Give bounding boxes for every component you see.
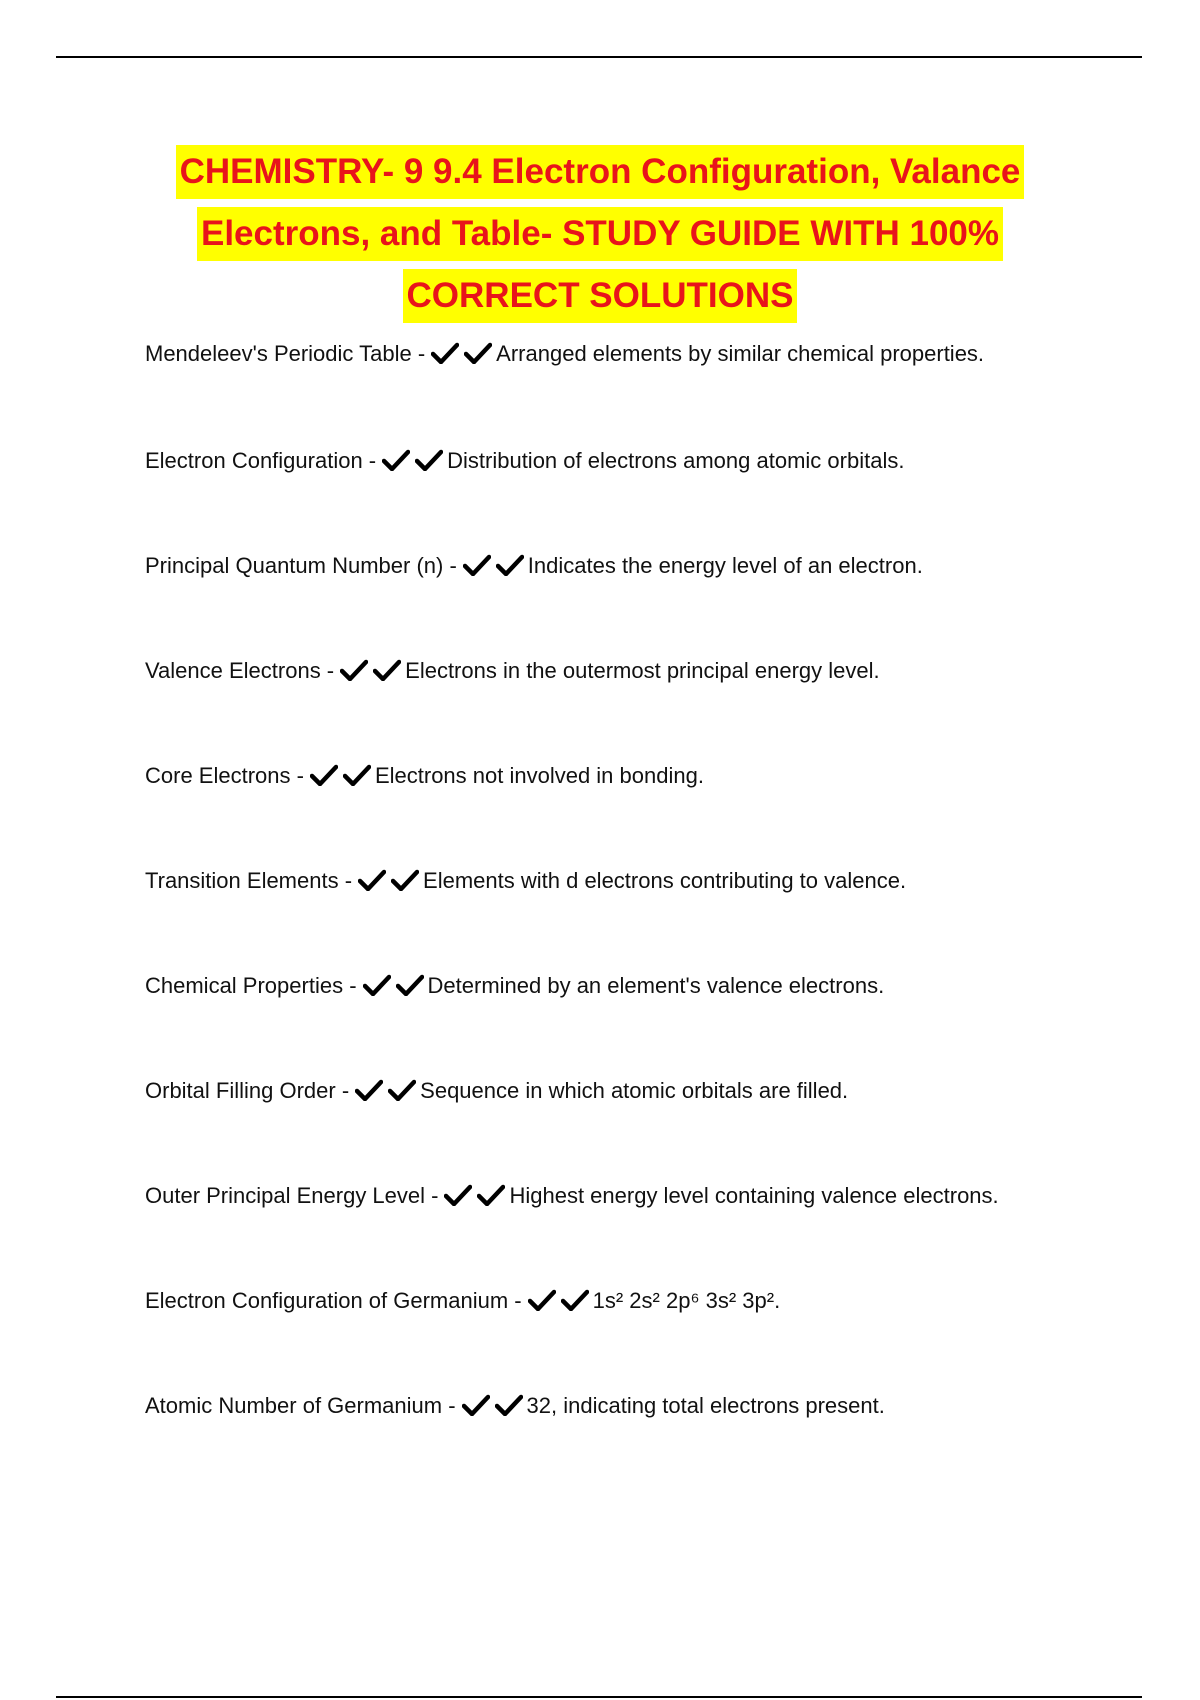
top-rule <box>56 56 1142 58</box>
term-label: Outer Principal Energy Level - <box>145 1183 439 1208</box>
answer-text: 1s² 2s² 2p⁶ 3s² 3p². <box>592 1288 781 1313</box>
term-label: Mendeleev's Periodic Table - <box>145 341 426 366</box>
answer-text: Highest energy level containing valence electrons. <box>509 1183 999 1208</box>
term-label: Chemical Properties - <box>145 973 357 998</box>
term-label: Orbital Filling Order - <box>145 1078 350 1103</box>
check-mark-icon <box>462 1394 490 1416</box>
check-mark-icon <box>415 449 443 471</box>
check-mark-icon <box>463 554 491 576</box>
answer-text: Sequence in which atomic orbitals are filled. <box>420 1078 849 1103</box>
list-item <box>145 1386 885 1426</box>
title-line-2: Electrons, and Table- STUDY GUIDE WITH 100% <box>197 207 1003 261</box>
check-mark-icon <box>495 1394 523 1416</box>
check-mark-icon <box>561 1289 589 1311</box>
check-mark-icon <box>340 659 368 681</box>
term-label: Valence Electrons - <box>145 658 335 683</box>
answer-text: Arranged elements by similar chemical properties. <box>496 341 985 366</box>
check-mark-icon <box>444 1184 472 1206</box>
answer-text: Indicates the energy level of an electron. <box>527 553 923 578</box>
list-item <box>145 1281 780 1321</box>
check-mark-icon <box>373 659 401 681</box>
list-item <box>145 966 884 1006</box>
check-mark-icon <box>391 869 419 891</box>
answer-text: 32, indicating total electrons present. <box>526 1393 885 1418</box>
check-mark-icon <box>496 554 524 576</box>
answer-text: Determined by an element's valence electrons. <box>427 973 885 998</box>
answer-text: Electrons in the outermost principal energy level. <box>405 658 880 683</box>
list-item <box>145 651 880 691</box>
check-mark-icon <box>355 1079 383 1101</box>
list-item <box>145 1071 848 1111</box>
term-label: Principal Quantum Number (n) - <box>145 553 457 578</box>
check-mark-icon <box>343 764 371 786</box>
list-item <box>145 546 923 586</box>
answer-text: Distribution of electrons among atomic orbitals. <box>447 448 905 473</box>
check-mark-icon <box>382 449 410 471</box>
check-mark-icon <box>358 869 386 891</box>
term-label: Electron Configuration of Germanium - <box>145 1288 522 1313</box>
list-item <box>145 334 984 374</box>
list-item <box>145 756 704 796</box>
check-mark-icon <box>396 974 424 996</box>
title-line-1: CHEMISTRY- 9 9.4 Electron Configuration, Valance <box>176 145 1025 199</box>
list-item <box>145 1176 999 1216</box>
title-line-3: CORRECT SOLUTIONS <box>403 269 798 323</box>
check-mark-icon <box>388 1079 416 1101</box>
list-item <box>145 441 904 481</box>
term-label: Electron Configuration - <box>145 448 377 473</box>
answer-text: Electrons not involved in bonding. <box>374 763 704 788</box>
bottom-rule <box>56 1696 1142 1698</box>
check-mark-icon <box>310 764 338 786</box>
check-mark-icon <box>363 974 391 996</box>
list-item <box>145 861 906 901</box>
term-label: Transition Elements - <box>145 868 353 893</box>
check-mark-icon <box>464 342 492 364</box>
check-mark-icon <box>431 342 459 364</box>
document-title <box>100 145 1100 331</box>
check-mark-icon <box>528 1289 556 1311</box>
answer-text: Elements with d electrons contributing to valence. <box>423 868 907 893</box>
check-mark-icon <box>477 1184 505 1206</box>
term-label: Atomic Number of Germanium - <box>145 1393 456 1418</box>
term-label: Core Electrons - <box>145 763 304 788</box>
